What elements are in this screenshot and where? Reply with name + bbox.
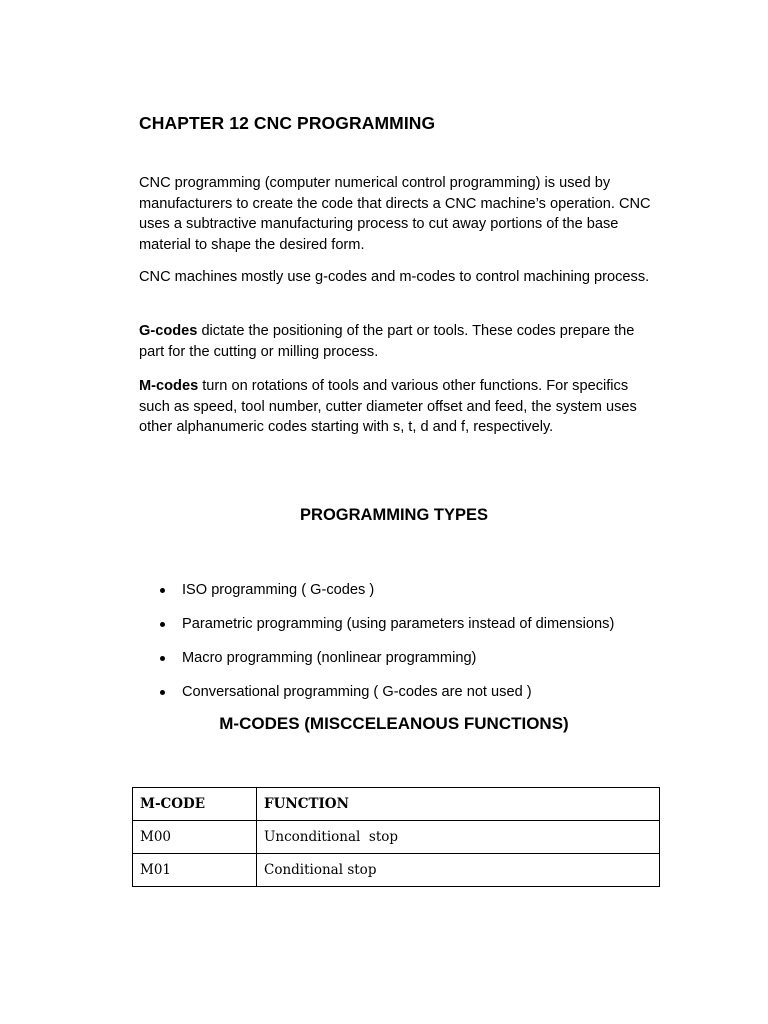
bullet-icon xyxy=(160,690,165,695)
programming-types-title: PROGRAMMING TYPES xyxy=(300,506,488,524)
gcodes-term: G-codes xyxy=(139,323,198,339)
mcodes-paragraph xyxy=(139,376,659,438)
column-header-mcode: M-CODE xyxy=(133,788,257,821)
bullet-icon xyxy=(160,622,165,627)
list-item-text: Macro programming (nonlinear programming) xyxy=(182,650,477,666)
list-item-text: Conversational programming ( G-codes are not used ) xyxy=(182,684,532,700)
table-row xyxy=(133,821,660,854)
table-row xyxy=(133,854,660,887)
column-header-function: FUNCTION xyxy=(257,788,660,821)
mcodes-title: M-CODES (MISCCELEANOUS FUNCTIONS) xyxy=(219,714,569,733)
table-header-row xyxy=(133,788,660,821)
codes-paragraph: CNC machines mostly use g-codes and m-codes to control machining process. xyxy=(139,269,650,285)
bullet-icon xyxy=(160,588,165,593)
mcodes-term: M-codes xyxy=(139,378,199,394)
mcodes-table xyxy=(132,787,660,887)
chapter-title: CHAPTER 12 CNC PROGRAMMING xyxy=(139,113,436,133)
table-cell-function: Unconditional stop xyxy=(257,821,660,854)
table-cell-code: M00 xyxy=(133,821,257,854)
table-cell-function: Conditional stop xyxy=(257,854,660,887)
list-item-text: Parametric programming (using parameters instead of dimensions) xyxy=(182,616,615,632)
intro-paragraph: CNC programming (computer numerical control programming) is used by manufacturers to create the code that directs a CNC machine’s operation. CNC uses a subtractive manufacturing process to cut away portions of the base material to shape the desired form. xyxy=(139,175,651,253)
mcodes-description: turn on rotations of tools and various other functions. For specifics such as speed, tool number, cutter diameter offset and feed, the system uses other alphanumeric codes starting with s, t, d and f, respectively. xyxy=(139,378,637,435)
table-cell-code: M01 xyxy=(133,854,257,887)
gcodes-description: dictate the positioning of the part or tools. These codes prepare the part for the cutting or milling process. xyxy=(139,323,635,360)
list-item-text: ISO programming ( G-codes ) xyxy=(182,582,375,598)
gcodes-paragraph xyxy=(139,321,659,362)
bullet-icon xyxy=(160,656,165,661)
